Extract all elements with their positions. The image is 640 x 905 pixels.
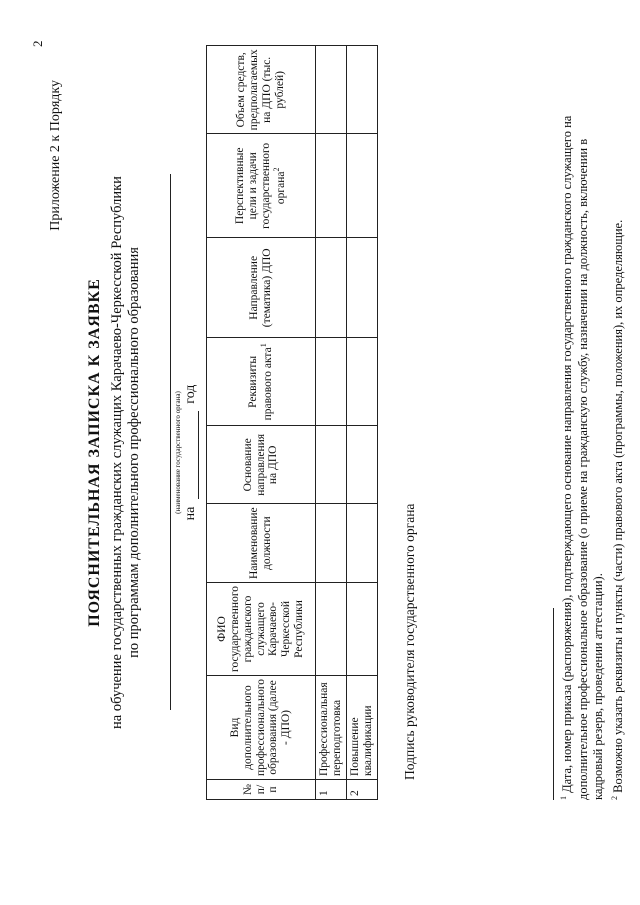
- col-header-fio: ФИО государственного гражданского служащего Карачаево-Черкесской Республики: [207, 582, 316, 675]
- table-row: [316, 46, 347, 800]
- col-header-direction: Направление (тематика) ДПО: [207, 238, 316, 338]
- col-header-legal-act: [207, 338, 316, 426]
- col-header-num: № п/п: [207, 780, 316, 800]
- row-dpo-type: Профессиональная переподготовка: [316, 675, 347, 779]
- signature-line: Подпись руководителя государственного органа: [402, 503, 417, 780]
- table-cell: [346, 134, 377, 238]
- document-subtitle-line1: на обучение государственных гражданских служащих Карачаево-Черкесской Республики: [109, 176, 125, 729]
- table-cell: [346, 238, 377, 338]
- document-subtitle-line2: по программам дополнительного профессионального образования: [126, 247, 142, 658]
- table-cell: [346, 46, 377, 134]
- row-num: 1: [316, 780, 347, 800]
- row-dpo-type: Повышение квалификации: [346, 675, 377, 779]
- col-header-legal-act-text: Реквизиты правового акта: [247, 347, 274, 421]
- table-cell: [316, 426, 347, 504]
- table-cell: [316, 582, 347, 675]
- table-cell: [346, 338, 377, 426]
- table-cell: [316, 504, 347, 583]
- footnote-divider: [553, 608, 554, 800]
- footnote-2-mark: 2: [609, 796, 619, 800]
- table-cell: [346, 504, 377, 583]
- table-cell: [316, 134, 347, 238]
- year-blank: [185, 411, 199, 499]
- col-header-goals: [207, 134, 316, 238]
- footnote-mark-1: 1: [259, 343, 269, 348]
- col-header-dpo-type: Вид дополнительного профессионального образования (далее - ДПО): [207, 675, 316, 779]
- table-cell: [346, 582, 377, 675]
- footnote-mark-2: 2: [271, 167, 281, 172]
- footnote-1: [556, 100, 607, 800]
- year-line: [183, 0, 199, 905]
- org-name-caption: (наименование государственного органа): [174, 391, 182, 514]
- col-header-position: Наименование должности: [207, 504, 316, 583]
- explanatory-table: [206, 45, 378, 800]
- footnote-1-mark: 1: [559, 796, 568, 800]
- row-num: 2: [346, 780, 377, 800]
- org-name-blank-line: [170, 174, 171, 710]
- footnote-2: [607, 100, 627, 800]
- table-cell: [316, 338, 347, 426]
- table-cell: [316, 238, 347, 338]
- appendix-label: Приложение 2 к Порядку: [48, 80, 63, 231]
- table-cell: [346, 426, 377, 504]
- footnote-1-text: Дата, номер приказа (распоряжения), подтверждающего основание направления государственного гражданского служащего на дополнительное профессиональное образование (о приеме на гражданскую службу, назначении на должность, включении в кадровый резерв, проведении аттестации).: [560, 115, 606, 800]
- page-number: 2: [30, 40, 45, 47]
- document-title: ПОЯСНИТЕЛЬНАЯ ЗАПИСКА К ЗАЯВКЕ: [86, 278, 103, 627]
- table-header-row: [207, 46, 316, 800]
- col-header-goals-text: Перспективные цели и задачи государственного органа: [234, 142, 287, 229]
- year-suffix: год: [183, 384, 198, 404]
- table-row: [346, 46, 377, 800]
- col-header-basis: Основание направления на ДПО: [207, 426, 316, 504]
- year-prefix: на: [183, 506, 198, 521]
- footnotes: [556, 100, 626, 800]
- table-cell: [316, 46, 347, 134]
- col-header-funds: Объем средств, предполагаемых на ДПО (тыс. рублей): [207, 46, 316, 134]
- footnote-2-text: Возможно указать реквизиты и пункты (части) правового акта (программы, положения), их определяющие.: [610, 219, 625, 793]
